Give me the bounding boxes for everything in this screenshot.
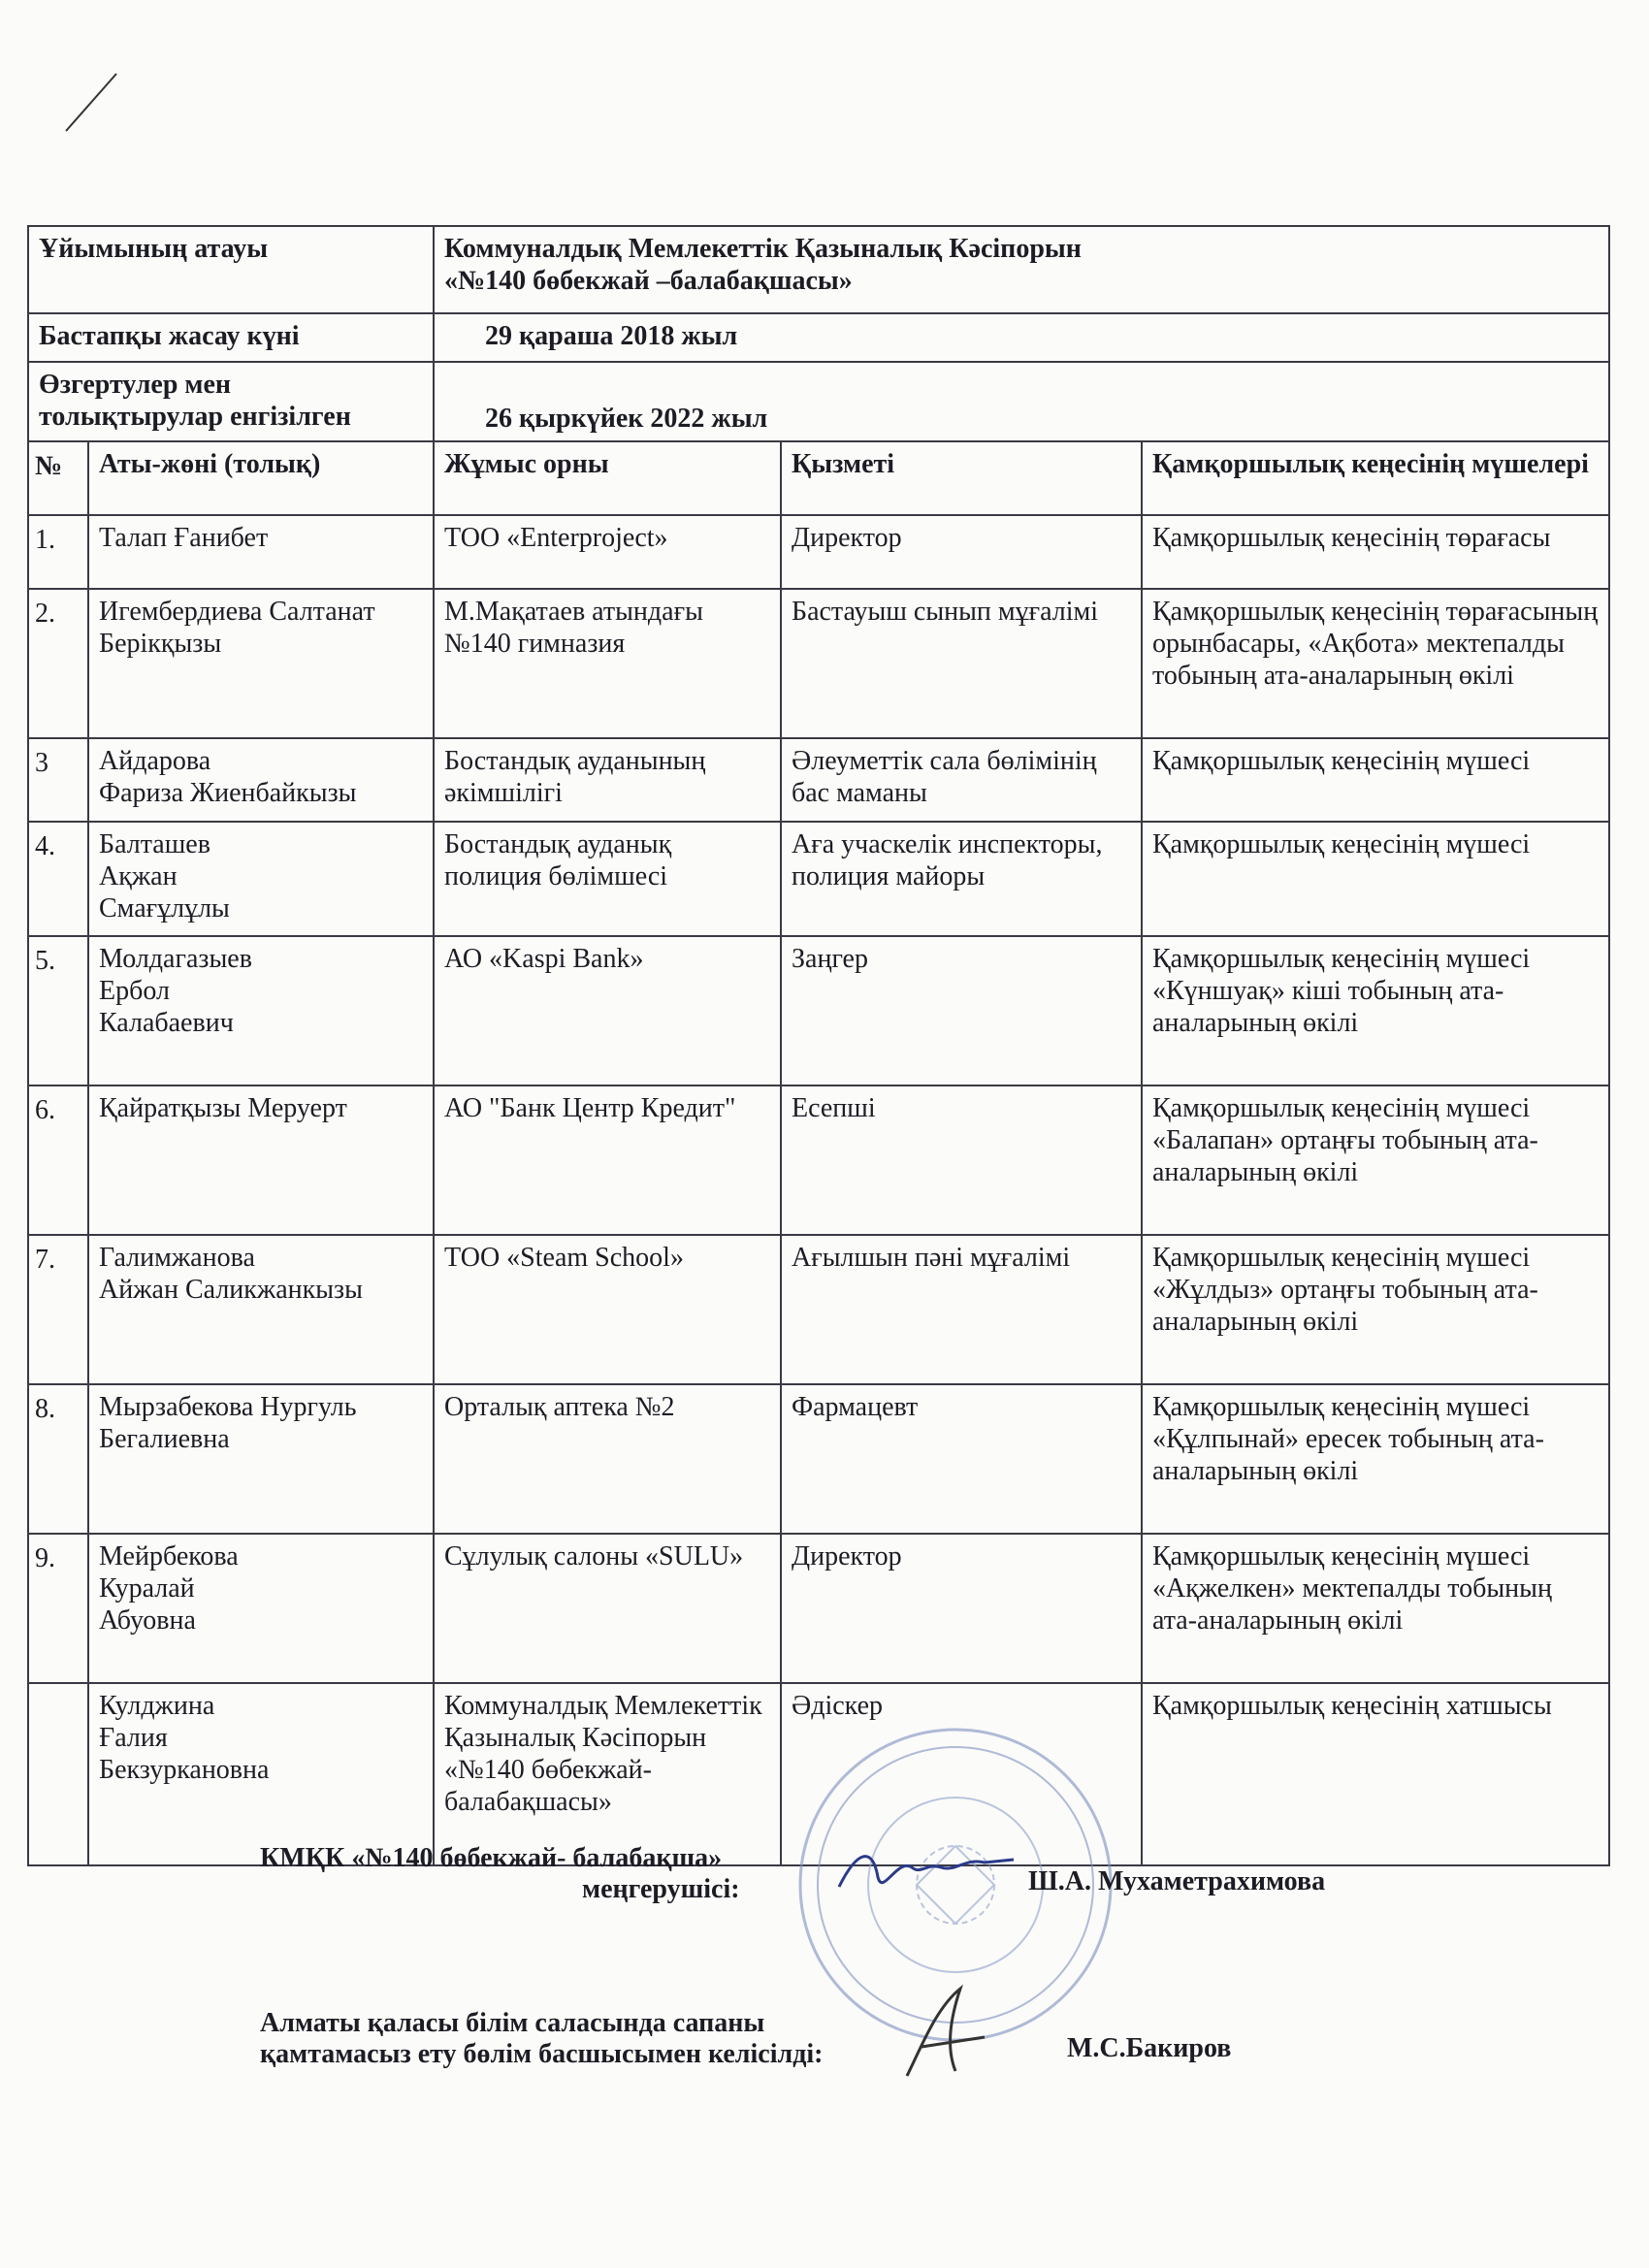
row-num: 9. bbox=[28, 1534, 88, 1683]
head-title-line1: КМҚК «№140 бөбекжай- балабақша» bbox=[260, 1843, 723, 1873]
row-role: Қамқоршылық кеңесінің төрағасы bbox=[1142, 515, 1609, 589]
org-name bbox=[434, 226, 1609, 313]
changes-date-row bbox=[28, 362, 1609, 441]
trustee-council-table bbox=[27, 225, 1610, 1866]
org-row bbox=[28, 226, 1609, 313]
row-name: Кулджина Ғалия Бекзуркановна bbox=[88, 1683, 434, 1865]
row-workplace: Коммуналдық Мемлекеттік Қазыналық Кәсіпорын «№140 бөбекжай-балабақшасы» bbox=[434, 1683, 781, 1865]
row-num: 2. bbox=[28, 589, 88, 738]
changes-date: 26 қыркүйек 2022 жыл bbox=[434, 362, 1609, 441]
row-position: Әдіскер bbox=[781, 1683, 1142, 1865]
row-name: Мейрбекова Куралай Абуовна bbox=[88, 1534, 434, 1683]
row-position: Әлеуметтік сала бөлімінің бас маманы bbox=[781, 738, 1142, 822]
row-num: 6. bbox=[28, 1085, 88, 1235]
row-workplace: Бостандық ауданық полиция бөлімшесі bbox=[434, 822, 781, 936]
table-row bbox=[28, 822, 1609, 936]
row-role: Қамқоршылық кеңесінің мүшесі «Күншуақ» кіші тобының ата-аналарының өкілі bbox=[1142, 936, 1609, 1085]
col-name: Аты-жөні (толық) bbox=[88, 441, 434, 515]
agreed-name: М.С.Бакиров bbox=[1067, 2033, 1232, 2063]
org-name-line2: «№140 бөбекжай –балабақшасы» bbox=[444, 266, 853, 296]
row-position: Ағылшын пәні мұғалімі bbox=[781, 1235, 1142, 1384]
table-row bbox=[28, 738, 1609, 822]
col-workplace: Жұмыс орны bbox=[434, 441, 781, 515]
changes-label: Өзгертулер мен толықтырулар енгізілген bbox=[28, 362, 434, 441]
row-name: Айдарова Фариза Жиенбайкызы bbox=[88, 738, 434, 822]
org-name-line1: Коммуналдық Мемлекеттік Қазыналық Кәсіпорын bbox=[444, 234, 1082, 264]
row-num: 3 bbox=[28, 738, 88, 822]
head-signature bbox=[829, 1838, 1023, 1906]
start-date-row bbox=[28, 313, 1609, 362]
col-role: Қамқоршылық кеңесінің мүшелері bbox=[1142, 441, 1609, 515]
row-role: Қамқоршылық кеңесінің төрағасының орынбасары, «Ақбота» мектепалды тобының ата-аналарының өкілі bbox=[1142, 589, 1609, 738]
row-role: Қамқоршылық кеңесінің хатшысы bbox=[1142, 1683, 1609, 1865]
row-position: Есепші bbox=[781, 1085, 1142, 1235]
row-num bbox=[28, 1683, 88, 1865]
row-workplace: Сұлулық салоны «SULU» bbox=[434, 1534, 781, 1683]
col-position: Қызметі bbox=[781, 441, 1142, 515]
row-position: Директор bbox=[781, 1534, 1142, 1683]
row-num: 7. bbox=[28, 1235, 88, 1384]
head-name: Ш.А. Мухаметрахимова bbox=[1028, 1866, 1326, 1896]
table-row bbox=[28, 589, 1609, 738]
org-label: Ұйымының атауы bbox=[28, 226, 434, 313]
row-name: Игембердиева Салтанат Берікқызы bbox=[88, 589, 434, 738]
agreed-signature bbox=[892, 1979, 1009, 2086]
table-row bbox=[28, 1235, 1609, 1384]
row-name: Молдагазыев Ербол Калабаевич bbox=[88, 936, 434, 1085]
row-role: Қамқоршылық кеңесінің мүшесі «Ақжелкен» мектепалды тобының ата-аналарының өкілі bbox=[1142, 1534, 1609, 1683]
row-position: Директор bbox=[781, 515, 1142, 589]
table-row bbox=[28, 1085, 1609, 1235]
row-role: Қамқоршылық кеңесінің мүшесі «Құлпынай» ересек тобының ата-аналарының өкілі bbox=[1142, 1384, 1609, 1534]
row-position: Фармацевт bbox=[781, 1384, 1142, 1534]
row-num: 1. bbox=[28, 515, 88, 589]
table-row bbox=[28, 1384, 1609, 1534]
table-row bbox=[28, 936, 1609, 1085]
row-workplace: Бостандық ауданының әкімшілігі bbox=[434, 738, 781, 822]
agreed-line1: Алматы қаласы білім саласында сапаны bbox=[260, 2008, 765, 2038]
table-row bbox=[28, 515, 1609, 589]
row-workplace: ТОО «Steam School» bbox=[434, 1235, 781, 1384]
start-label: Бастапқы жасау күні bbox=[28, 313, 434, 362]
row-name: Қайратқызы Меруерт bbox=[88, 1085, 434, 1235]
row-workplace: ТОО «Enterproject» bbox=[434, 515, 781, 589]
row-workplace: АО "Банк Центр Кредит" bbox=[434, 1085, 781, 1235]
row-position: Бастауыш сынып мұғалімі bbox=[781, 589, 1142, 738]
row-position: Заңгер bbox=[781, 936, 1142, 1085]
row-num: 8. bbox=[28, 1384, 88, 1534]
agreed-line2: қамтамасыз ету бөлім басшысымен келісілді: bbox=[260, 2039, 824, 2069]
row-name: Мырзабекова Нургуль Бегалиевна bbox=[88, 1384, 434, 1534]
row-workplace: М.Мақатаев атындағы №140 гимназия bbox=[434, 589, 781, 738]
row-workplace: АО «Kaspi Bank» bbox=[434, 936, 781, 1085]
row-name: Талап Ғанибет bbox=[88, 515, 434, 589]
row-name: Балташев Ақжан Смағұлұлы bbox=[88, 822, 434, 936]
row-num: 5. bbox=[28, 936, 88, 1085]
row-workplace: Орталық аптека №2 bbox=[434, 1384, 781, 1534]
row-role: Қамқоршылық кеңесінің мүшесі «Жұлдыз» ортаңғы тобының ата-аналарының өкілі bbox=[1142, 1235, 1609, 1384]
table-row bbox=[28, 1534, 1609, 1683]
start-date: 29 қараша 2018 жыл bbox=[434, 313, 1609, 362]
row-num: 4. bbox=[28, 822, 88, 936]
row-role: Қамқоршылық кеңесінің мүшесі bbox=[1142, 822, 1609, 936]
column-header-row bbox=[28, 441, 1609, 515]
row-name: Галимжанова Айжан Саликжанкызы bbox=[88, 1235, 434, 1384]
row-role: Қамқоршылық кеңесінің мүшесі «Балапан» ортаңғы тобының ата-аналарының өкілі bbox=[1142, 1085, 1609, 1235]
row-position: Аға учаскелік инспекторы, полиция майоры bbox=[781, 822, 1142, 936]
head-title-line2: меңгерушісі: bbox=[582, 1874, 740, 1904]
pen-stroke-mark bbox=[58, 68, 126, 136]
row-role: Қамқоршылық кеңесінің мүшесі bbox=[1142, 738, 1609, 822]
col-num: № bbox=[28, 441, 88, 515]
